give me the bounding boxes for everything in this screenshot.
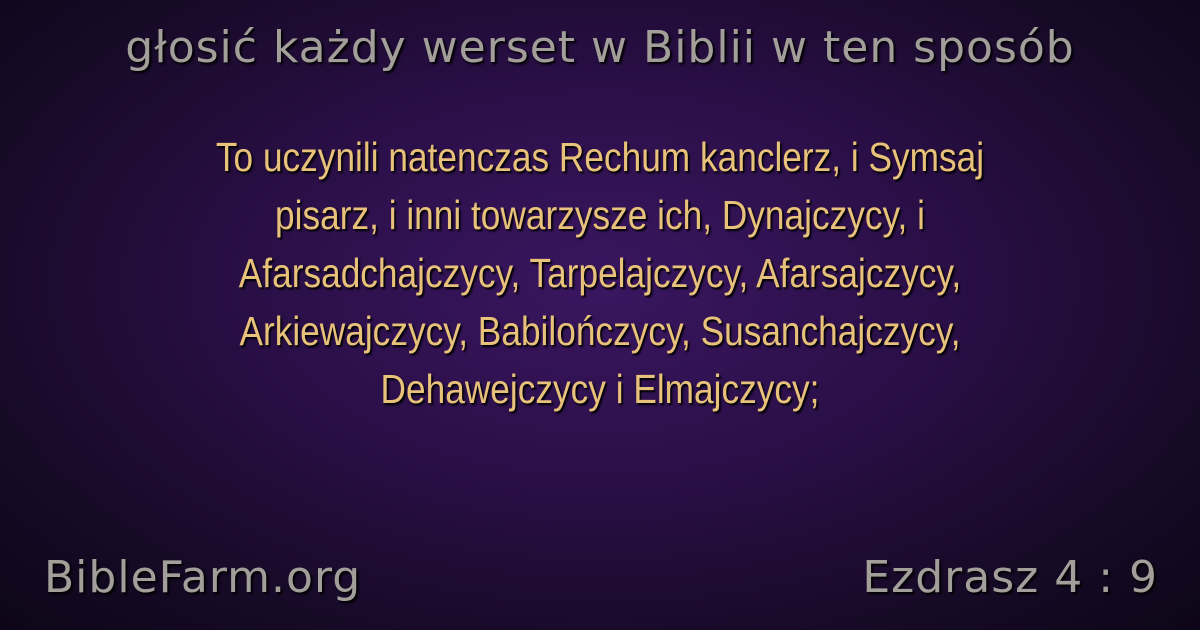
- verse-reference: Ezdrasz 4 : 9: [862, 552, 1158, 603]
- site-name: BibleFarm.org: [44, 552, 362, 603]
- tagline-heading: głosić każdy werset w Biblii w ten sposób: [125, 22, 1075, 73]
- verse-line: Arkiewajczycy, Babilończycy, Susanchajczycy,: [239, 308, 961, 354]
- verse-line: To uczynili natenczas Rechum kanclerz, i Symsaj: [215, 134, 985, 180]
- verse-line: Dehawejczycy i Elmajczycy;: [380, 366, 820, 412]
- verse-line: Afarsadchajczycy, Tarpelajczycy, Afarsajczycy,: [238, 250, 962, 296]
- verse-line: pisarz, i inni towarzysze ich, Dynajczycy, i: [275, 192, 925, 238]
- verse-text: [80, 128, 1120, 418]
